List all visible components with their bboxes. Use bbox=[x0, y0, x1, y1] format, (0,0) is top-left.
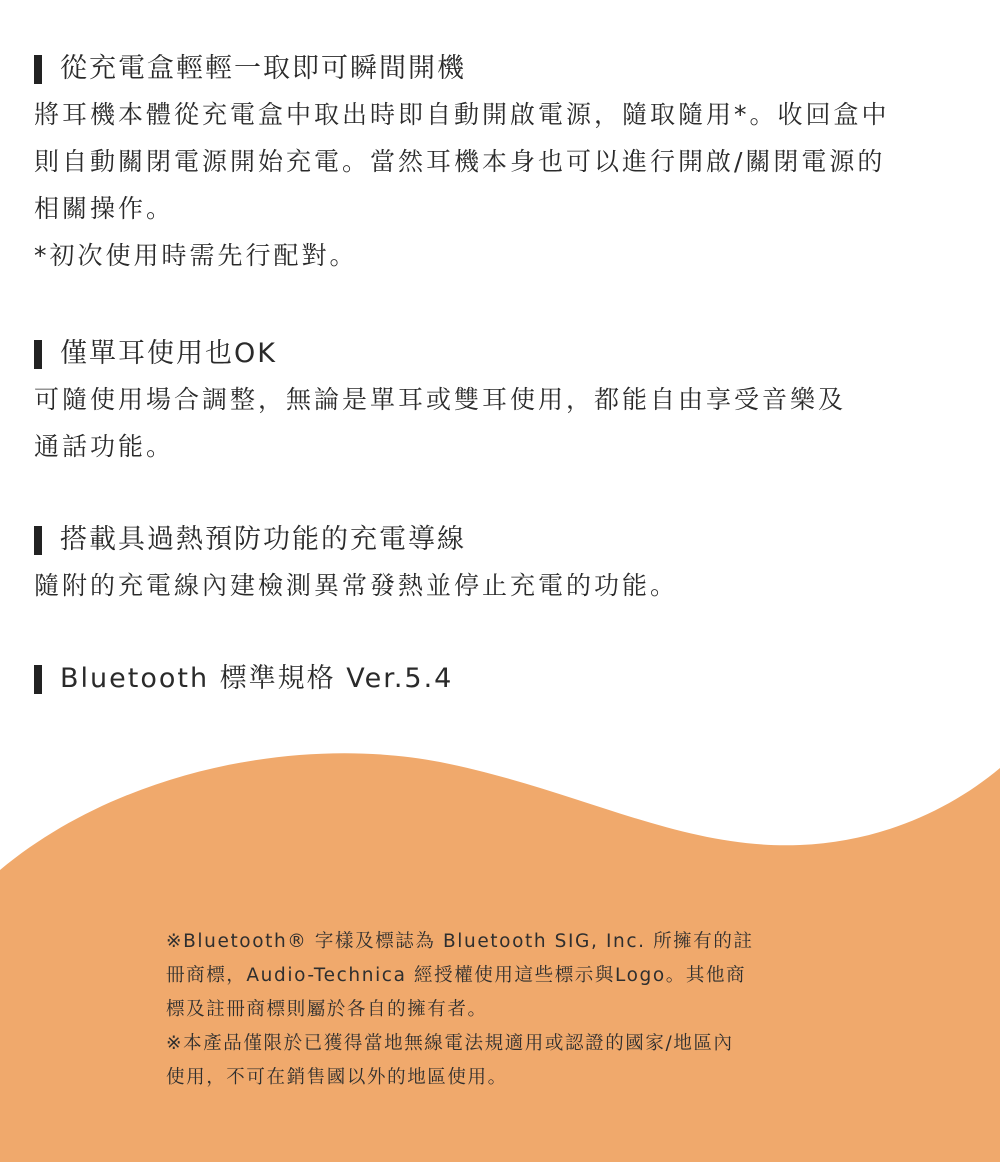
body-line: 隨附的充電線內建檢測異常發熱並停止充電的功能。 bbox=[34, 571, 679, 600]
body-line: *初次使用時需先行配對。 bbox=[34, 241, 358, 270]
body-line: 則自動關閉電源開始充電。當然耳機本身也可以進行開啟/關閉電源的 bbox=[34, 147, 886, 176]
section-overheat-cable bbox=[34, 520, 984, 609]
heading-title: 從充電盒輕輕一取即可瞬間開機 bbox=[60, 53, 466, 84]
heading-bar bbox=[34, 340, 42, 369]
section-body bbox=[34, 376, 984, 470]
footnotes bbox=[166, 925, 846, 1095]
footnote-line: ※Bluetooth® 字樣及標誌為 Bluetooth SIG, Inc. 所擁有的註 bbox=[166, 931, 754, 952]
body-line: 將耳機本體從充電盒中取出時即自動開啟電源，隨取隨用*。收回盒中 bbox=[34, 100, 890, 129]
section-bluetooth-version bbox=[34, 659, 984, 699]
body-line: 通話功能。 bbox=[34, 432, 175, 461]
section-heading bbox=[34, 520, 984, 560]
footnote-line: 使用，不可在銷售國以外的地區使用。 bbox=[166, 1067, 508, 1088]
heading-bar bbox=[34, 665, 42, 694]
section-heading bbox=[34, 659, 984, 699]
section-body bbox=[34, 562, 984, 609]
footnote-line: ※本產品僅限於已獲得當地無線電法規適用或認證的國家/地區內 bbox=[166, 1033, 734, 1054]
body-line: 可隨使用場合調整，無論是單耳或雙耳使用，都能自由享受音樂及 bbox=[34, 385, 847, 414]
footnote-line: 標及註冊商標則屬於各自的擁有者。 bbox=[166, 999, 488, 1020]
body-line: 相關操作。 bbox=[34, 194, 175, 223]
section-heading bbox=[34, 49, 984, 89]
heading-title: 搭載具過熱預防功能的充電導線 bbox=[60, 524, 466, 555]
footnote-line: 冊商標，Audio-Technica 經授權使用這些標示與Logo。其他商 bbox=[166, 965, 747, 986]
heading-bar bbox=[34, 526, 42, 555]
heading-title: 僅單耳使用也OK bbox=[60, 338, 277, 369]
section-instant-power-on bbox=[34, 49, 984, 279]
heading-bar bbox=[34, 55, 42, 84]
section-heading bbox=[34, 334, 984, 374]
section-single-ear bbox=[34, 334, 984, 470]
heading-title: Bluetooth 標準規格 Ver.5.4 bbox=[60, 663, 454, 694]
section-body bbox=[34, 91, 984, 279]
